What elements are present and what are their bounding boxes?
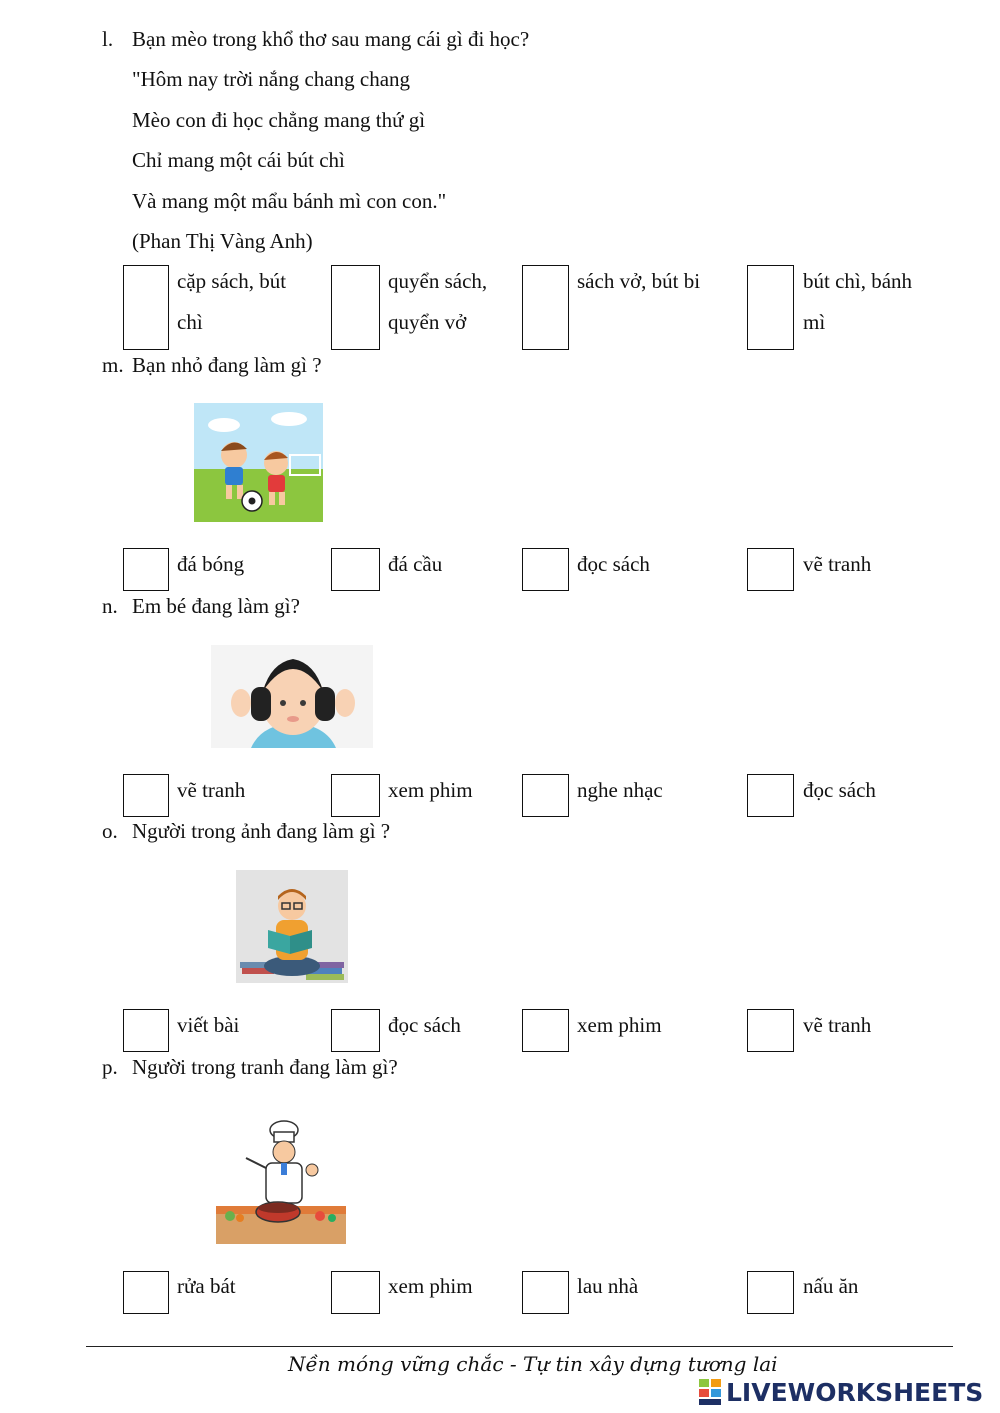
chef-cooking-image <box>216 1118 346 1244</box>
option-l-4-line1: bút chì, bánh <box>803 269 913 293</box>
question-o-label: o. <box>102 819 118 843</box>
poem-line-3: Chỉ mang một cái bút chì <box>132 148 345 172</box>
option-p-2: xem phim <box>388 1274 473 1298</box>
poem-line-1: "Hôm nay trời nắng chang chang <box>132 67 411 91</box>
option-n-2: xem phim <box>388 778 473 802</box>
answer-checkbox-l-3[interactable] <box>522 265 569 350</box>
question-p-prompt: Người trong tranh đang làm gì? <box>132 1055 398 1079</box>
answer-checkbox-n-3[interactable] <box>522 774 569 817</box>
option-o-4: vẽ tranh <box>803 1013 872 1037</box>
option-p-1: rửa bát <box>177 1274 236 1298</box>
answer-checkbox-o-3[interactable] <box>522 1009 569 1052</box>
answer-checkbox-m-2[interactable] <box>331 548 380 591</box>
man-reading-book-image <box>236 870 348 983</box>
question-m-prompt: Bạn nhỏ đang làm gì ? <box>132 353 322 377</box>
option-p-4: nấu ăn <box>803 1274 859 1298</box>
question-n-label: n. <box>102 594 118 618</box>
question-m-label: m. <box>102 353 124 377</box>
option-o-1: viết bài <box>177 1013 240 1037</box>
answer-checkbox-m-3[interactable] <box>522 548 569 591</box>
option-l-2-line2: quyển vở <box>388 310 467 334</box>
option-o-2: đọc sách <box>388 1013 461 1037</box>
answer-checkbox-m-4[interactable] <box>747 548 794 591</box>
option-n-1: vẽ tranh <box>177 778 246 802</box>
option-l-1-line1: cặp sách, bút <box>177 269 287 293</box>
answer-checkbox-m-1[interactable] <box>123 548 169 591</box>
answer-checkbox-o-1[interactable] <box>123 1009 169 1052</box>
option-l-3-line1: sách vở, bút bi <box>577 269 701 293</box>
liveworksheets-icon <box>698 1377 724 1407</box>
answer-checkbox-l-2[interactable] <box>331 265 380 350</box>
answer-checkbox-p-1[interactable] <box>123 1271 169 1314</box>
liveworksheets-brand-text: LIVEWORKSHEETS <box>726 1378 984 1407</box>
answer-checkbox-n-2[interactable] <box>331 774 380 817</box>
question-p-label: p. <box>102 1055 118 1079</box>
option-p-3: lau nhà <box>577 1274 639 1298</box>
question-l-label: l. <box>102 27 114 51</box>
baby-headphones-image <box>211 645 373 748</box>
answer-checkbox-o-2[interactable] <box>331 1009 380 1052</box>
option-o-3: xem phim <box>577 1013 662 1037</box>
question-n-prompt: Em bé đang làm gì? <box>132 594 300 618</box>
footer-slogan: Nền móng vững chắc - Tự tin xây dựng tương lai <box>288 1352 778 1376</box>
option-m-3: đọc sách <box>577 552 650 576</box>
question-l-prompt: Bạn mèo trong khổ thơ sau mang cái gì đi học? <box>132 27 530 51</box>
answer-checkbox-p-2[interactable] <box>331 1271 380 1314</box>
footer-divider <box>86 1346 953 1347</box>
option-n-3: nghe nhạc <box>577 778 663 802</box>
answer-checkbox-p-3[interactable] <box>522 1271 569 1314</box>
option-l-4-line2: mì <box>803 310 826 334</box>
answer-checkbox-l-1[interactable] <box>123 265 169 350</box>
option-m-4: vẽ tranh <box>803 552 872 576</box>
poem-line-2: Mèo con đi học chẳng mang thứ gì <box>132 108 426 132</box>
option-n-4: đọc sách <box>803 778 876 802</box>
answer-checkbox-n-4[interactable] <box>747 774 794 817</box>
poem-line-4: Và mang một mẩu bánh mì con con." <box>132 189 447 213</box>
option-m-2: đá cầu <box>388 552 443 576</box>
option-l-1-line2: chì <box>177 310 203 334</box>
answer-checkbox-n-1[interactable] <box>123 774 169 817</box>
question-o-prompt: Người trong ảnh đang làm gì ? <box>132 819 391 843</box>
option-l-2-line1: quyển sách, <box>388 269 488 293</box>
option-m-1: đá bóng <box>177 552 245 576</box>
answer-checkbox-o-4[interactable] <box>747 1009 794 1052</box>
answer-checkbox-l-4[interactable] <box>747 265 794 350</box>
kids-playing-football-image <box>194 403 323 522</box>
answer-checkbox-p-4[interactable] <box>747 1271 794 1314</box>
poem-author: (Phan Thị Vàng Anh) <box>132 229 313 253</box>
